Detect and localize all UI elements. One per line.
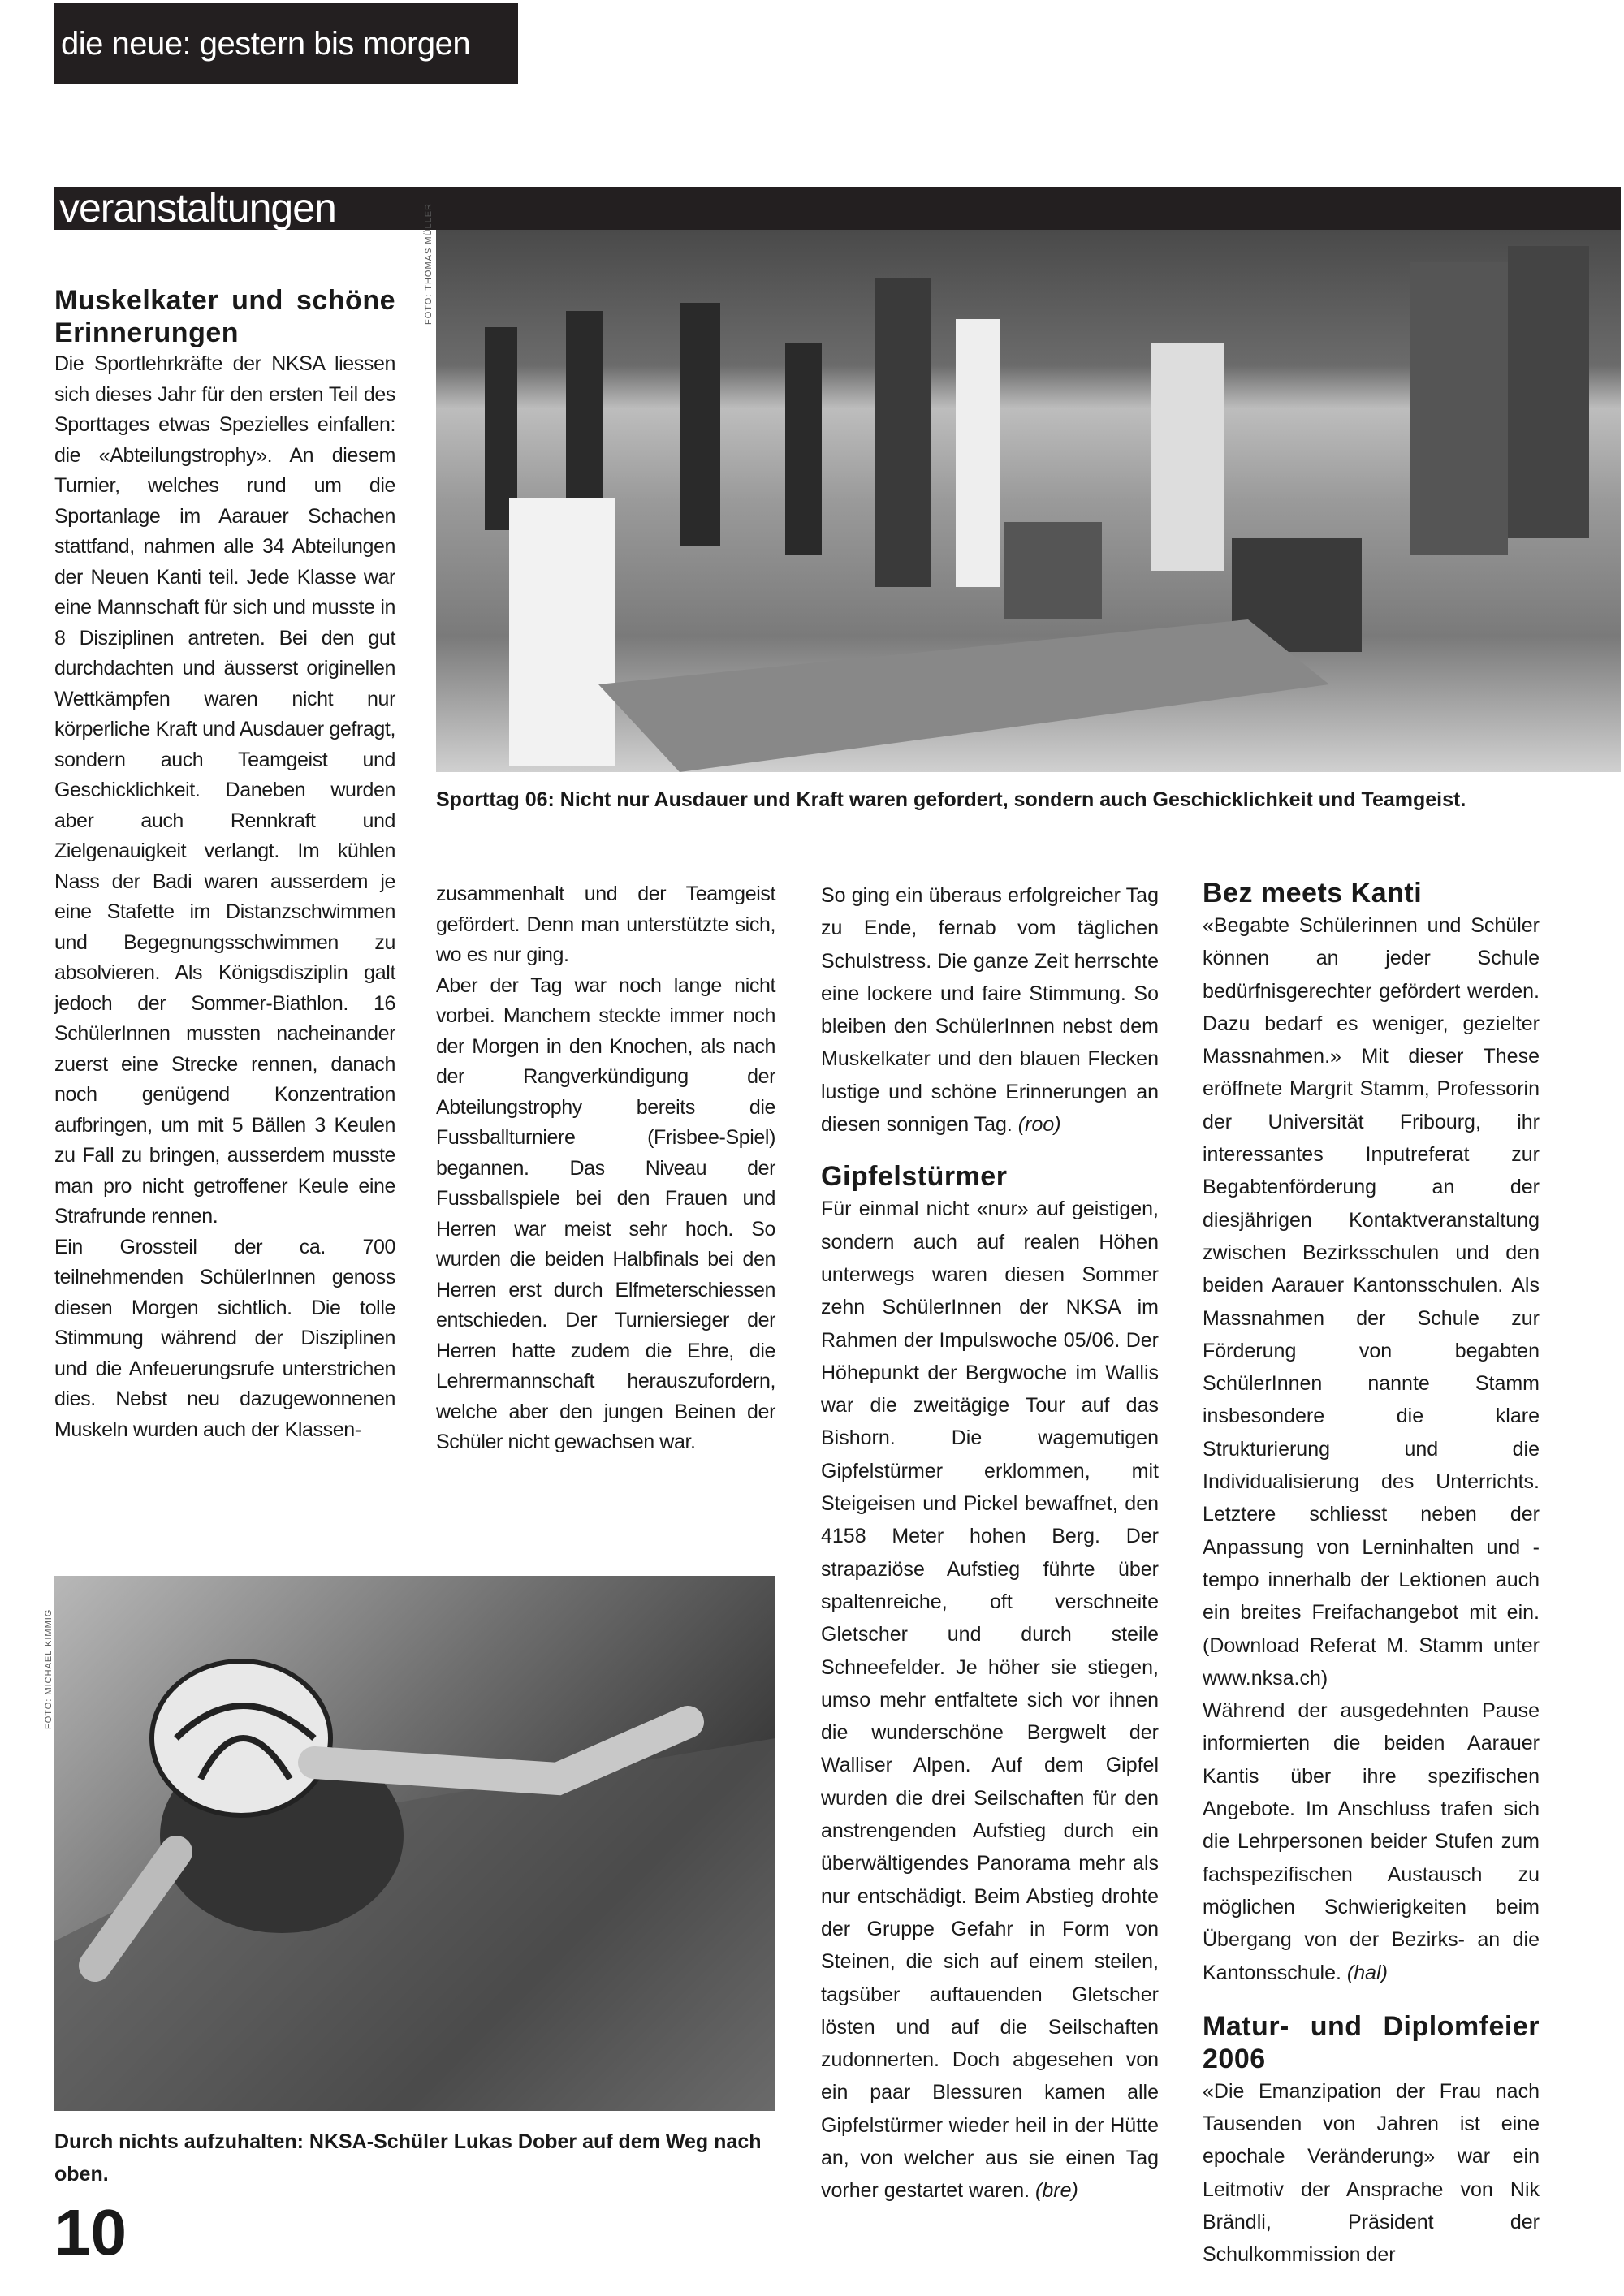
page-number: 10 (54, 2196, 127, 2268)
column-4 (1203, 877, 1540, 2272)
article-title-gipfel: Gipfelstürmer (821, 1161, 1008, 1193)
article-paragraph: Während der ausgedehnten Pause informierten die beiden Aarauer Kantis über ihre spezifischen Angebote. Im Anschluss trafen sich die Lehrpersonen beider Stufen zum fachspezifischen Austausch zu möglichen Schwierigkeiten beim Übergang von der Bezirks- an die Kantonsschule. (hal) (1203, 1699, 1540, 1984)
sporttag-photo (436, 230, 1621, 772)
article-paragraph: So ging ein überaus erfolgreicher Tag zu Ende, fernab vom täglichen Schulstress. Die ganze Zeit herrschte eine lockere und faire Stimmung. So bleiben den SchülerInnen nebst dem Muskelkater und den blauen Flecken lustige und schöne Erinnerungen an diesen sonnigen Tag. (roo) (821, 884, 1159, 1137)
column-1 (54, 284, 395, 1445)
author-signature: (bre) (1035, 2179, 1078, 2203)
photo-credit-top: FOTO: THOMAS MÜLLER (424, 202, 434, 325)
article-paragraph: Für einmal nicht «nur» auf geistigen, sondern auch auf realen Höhen unterwegs waren diesen Sommer zehn SchülerInnen der NKSA im Rahmen der Impulswoche 05/06. Der Höhepunkt der Bergwoche im Wallis war die zweitägige Tour auf das Bishorn. Die wagemutigen Gipfelstürmer erklommen, mit Steigeisen und Pickel bewaffnet, den 4158 Meter hohen Berg. Der strapaziöse Aufstieg führte über spaltenreiche, oft verschneite Gletscher und durch steile Schneefelder. Je höher sie stiegen, umso mehr entfaltete sich vor ihnen die wunderschöne Bergwelt der Walliser Alpen. Auf dem Gipfel wurden die drei Seilschaften für den anstrengenden Aufstieg durch ein überwältigendes Panorama mehr als nur entschädigt. Beim Abstieg drohte der Gruppe Gefahr in Form von Steinen, die sich auf einem steilen, tagsüber auftauenden Gletscher lösten und auf die Seilschaften zudonnerten. Doch abgesehen von ein paar Blessuren kamen alle Gipfelstürmer wieder heil in der Hütte an, von welcher aus sie einen Tag vorher gestartet waren. (bre) (821, 1198, 1159, 2203)
climber-photo-figure (54, 1576, 775, 2111)
author-signature: (hal) (1346, 1961, 1388, 1984)
column-2 (436, 879, 775, 1458)
article-paragraph: Aber der Tag war noch lange nicht vorbei. Manchem steckte immer noch der Morgen in den Knochen, als nach der Rangverkündigung der Abteilungstrophy bereits die Fussballturniere (Frisbee-Spiel) begannen. Das Niveau der Fussballspiele bei den Frauen und Herren war meist sehr hoch. So wurden die beiden Halbfinals bei den Herren erst durch Elfmeterschiessen entschieden. Der Turniersieger der Herren hatte zudem die Ehre, die Lehrermannschaft herauszufordern, welche aber den jungen Beinen der Schüler nicht gewachsen war. (436, 973, 775, 1453)
running-header: die neue: gestern bis morgen (54, 3, 518, 84)
article-title-matur: Matur- und Diplomfeier 2006 (1203, 2010, 1540, 2074)
photo-caption-bottom: Durch nichts aufzuhalten: NKSA-Schüler Lukas Dober auf dem Weg nach oben. (54, 2130, 762, 2186)
column-3 (821, 879, 1159, 2208)
sporttag-photo-figures (436, 230, 1621, 772)
author-signature: (roo) (1017, 1113, 1061, 1137)
climber-photo (54, 1576, 775, 2111)
article-paragraph: Die Sportlehrkräfte der NKSA liessen sich dieses Jahr für den ersten Teil des Sporttages etwas Spezielles einfallen: die «Abteilungstrophy». An diesem Turnier, welches rund um die Sportanlage im Aarauer Schachen stattfand, nahmen alle 34 Abteilungen der Neuen Kanti teil. Jede Klasse war eine Mannschaft für sich und musste in 8 Disziplinen antreten. Bei den gut durchdachten und äusserst originellen Wettkämpfen waren nicht nur körperliche Kraft und Ausdauer gefragt, sondern auch Teamgeist und Geschicklichkeit. Daneben wurden aber auch Rennkraft und Zielgenauigkeit verlangt. Im kühlen Nass der Badi waren ausserdem je eine Stafette im Distanzschwimmen und Begegnungsschwimmen zu absolvieren. Als Königsdisziplin galt jedoch der Sommer-Biathlon. 16 SchülerInnen mussten nacheinander zuerst eine Strecke rennen, danach noch genügend Konzentration aufbringen, um mit 5 Bällen 3 Keulen zu Fall zu bringen, ausserdem musste man pro nicht getroffener Keule eine Strafrunde rennen. (54, 352, 395, 1228)
article-paragraph: Ein Grossteil der ca. 700 teilnehmenden SchülerInnen genoss diesen Morgen sichtlich. Die tolle Stimmung während der Disziplinen und die Anfeuerungsrufe unterstrichen dies. Nebst neu dazugewonnenen Muskeln wurden auch der Klassen- (54, 1235, 395, 1441)
section-title: veranstaltungen (54, 187, 1621, 230)
article-paragraph: «Begabte Schülerinnen und Schüler können an jeder Schule bedürfnisgerechter gefördert werden. Dazu bedarf es weniger, gezielter Massnahmen.» Mit dieser These eröffnete Margrit Stamm, Professorin der Universität Fribourg, ihr interessantes Inputreferat zur Begabtenförderung an der diesjährigen Kontaktveranstaltung zwischen Bezirksschulen und den beiden Aarauer Kantonsschulen. Als Massnahmen der Schule zur Förderung von begabten SchülerInnen nannte Stamm insbesondere die klare Strukturierung und die Individualisierung des Unterrichts. Letztere schliesst neben der Anpassung von Lerninhalten und -tempo innerhalb der Lektionen auch ein breites Freifachangebot mit ein. (Download Referat M. Stamm unter www.nksa.ch) (1203, 914, 1540, 1690)
article-paragraph: «Die Emanzipation der Frau nach Tausenden von Jahren ist eine epochale Veränderung» war ein Leitmotiv der Ansprache von Nik Brändli, Präsident der Schulkommission der (1203, 2079, 1540, 2267)
article-title-muskelkater: Muskelkater und schöne Erinnerungen (54, 285, 395, 348)
photo-caption-top: Sporttag 06: Nicht nur Ausdauer und Kraft waren gefordert, sondern auch Geschicklichkeit und Teamgeist. (436, 788, 1466, 811)
photo-credit-bottom: FOTO: MICHAEL KIMMIG (44, 1608, 54, 1729)
article-paragraph: zusammenhalt und der Teamgeist gefördert. Denn man unterstützte sich, wo es nur ging. (436, 883, 775, 966)
article-title-bez: Bez meets Kanti (1203, 878, 1423, 908)
